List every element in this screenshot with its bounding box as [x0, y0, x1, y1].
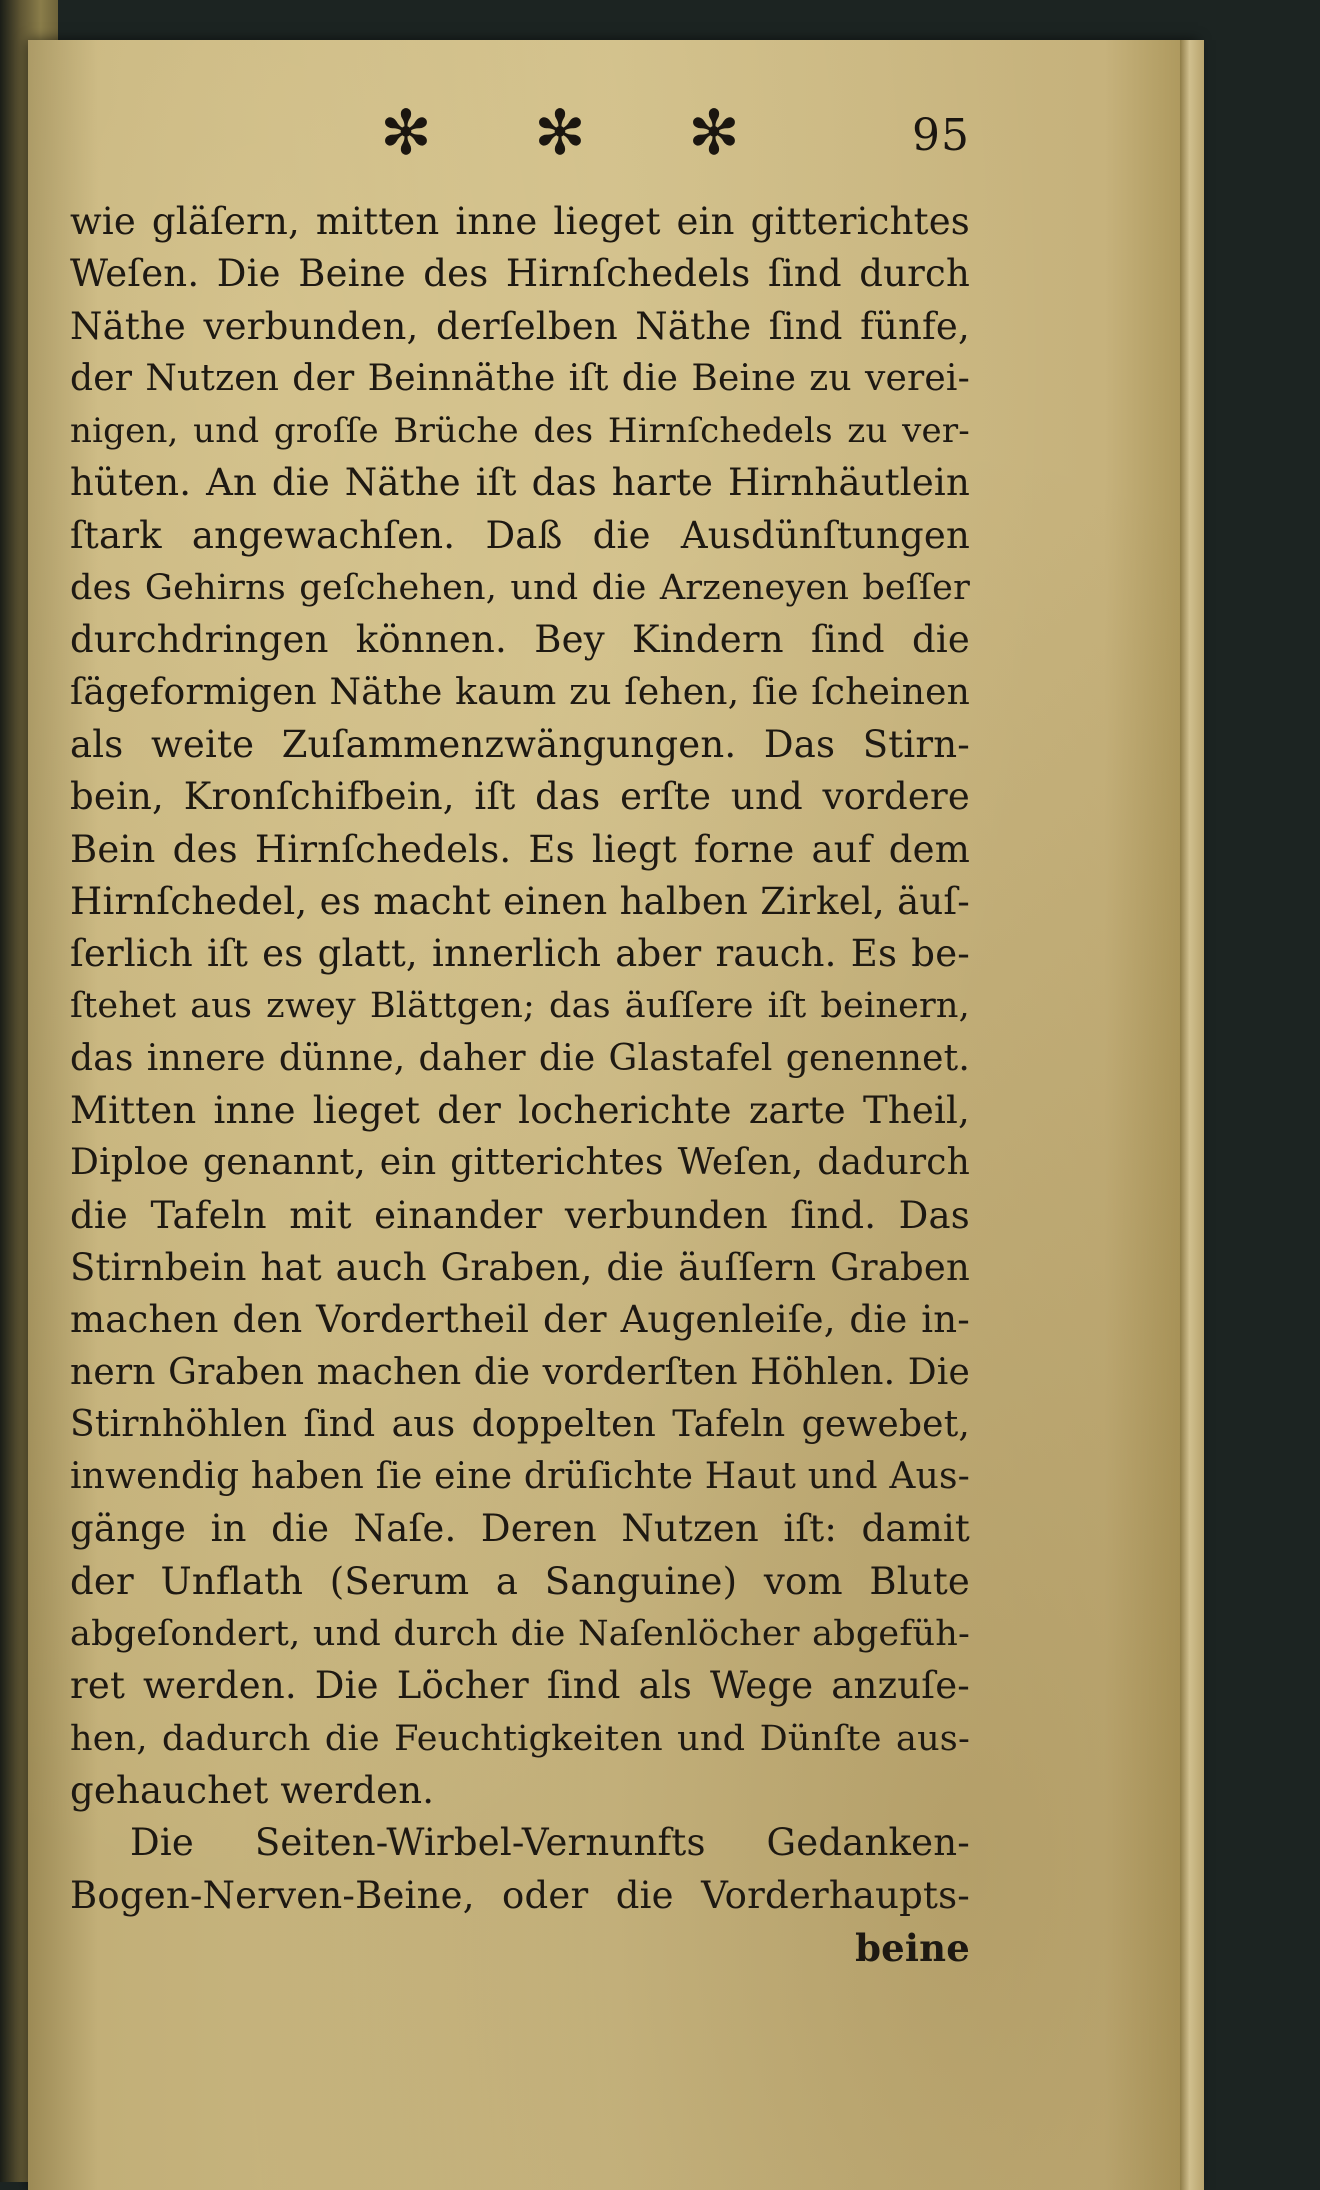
header-ornaments [380, 98, 740, 168]
body-text [70, 196, 970, 1974]
catchword: beine [855, 1925, 970, 1970]
text-line: hüten. An die Näthe iſt das harte Hirnhäutlein [70, 461, 970, 505]
text-line: inwendig haben ſie eine drüſichte Haut und Aus- [70, 1456, 970, 1498]
text-line: Stirnhöhlen ſind aus doppelten Tafeln gewebet, [70, 1403, 970, 1445]
text-line: machen den Vordertheil der Augenleiſe, die in- [70, 1298, 970, 1342]
text-line: das innere dünne, daher die Glastafel genennet. [70, 1037, 970, 1079]
text-line: Bogen-Nerven-Beine, oder die Vorderhaupts- [70, 1873, 970, 1917]
asterism-ornament-1: ✻ [380, 96, 432, 169]
text-line: Weſen. Die Beine des Hirnſchedels ſind durch [70, 252, 970, 296]
text-line: ſtehet aus zwey Blättgen; das äuſſere iſt beinern, [70, 986, 970, 1027]
text-line: Näthe verbunden, derſelben Näthe ſind fünfe, [70, 304, 970, 348]
page-number: 95 [912, 110, 970, 161]
asterism-ornament-2: ✻ [534, 96, 586, 169]
asterism-ornament-3: ✻ [688, 96, 740, 169]
text-line: ſerlich iſt es glatt, innerlich aber rauch. Es be- [70, 932, 970, 976]
text-line: hen, dadurch die Feuchtigkeiten und Dünſte aus- [70, 1718, 970, 1759]
text-line: Mitten inne lieget der locherichte zarte Theil, [70, 1089, 970, 1133]
text-line: nigen, und groſſe Brüche des Hirnſchedels zu ver- [70, 411, 970, 452]
text-line-paragraph-start: Die Seiten-Wirbel-Vernunfts Gedanken- [130, 1821, 970, 1865]
text-line: der Unflath (Serum a Sanguine) vom Blute [70, 1559, 970, 1603]
text-line: als weite Zuſammenzwängungen. Das Stirn- [70, 722, 970, 766]
page-fore-edge [1180, 40, 1204, 2190]
text-line: ſägeformigen Näthe kaum zu ſehen, ſie ſcheinen [70, 671, 970, 713]
text-line: durchdringen können. Bey Kindern ſind die [70, 618, 970, 662]
text-line: die Tafeln mit einander verbunden ſind. Das [70, 1193, 970, 1237]
text-line: Hirnſchedel, es macht einen halben Zirkel, äuſ- [70, 879, 970, 923]
text-line: abgeſondert, und durch die Naſenlöcher abgefüh- [70, 1614, 970, 1655]
text-line: ret werden. Die Löcher ſind als Wege anzuſe- [70, 1664, 970, 1708]
text-line: bein, Kronſchifbein, iſt das erſte und vordere [70, 775, 970, 819]
text-line-paragraph-end: gehauchet werden. [70, 1768, 435, 1812]
text-line: der Nutzen der Beinnäthe iſt die Beine zu verei- [70, 357, 970, 399]
text-line: Bein des Hirnſchedels. Es liegt forne auf dem [70, 827, 970, 871]
text-line: ſtark angewachſen. Daß die Ausdünſtungen [70, 513, 970, 557]
text-line: nern Graben machen die vorderſten Höhlen. Die [70, 1351, 970, 1393]
text-line: Stirnbein hat auch Graben, die äuſſern Graben [70, 1245, 970, 1289]
text-line: des Gehirns geſchehen, und die Arzeneyen beſſer [70, 568, 970, 609]
text-line: Diploe genannt, ein gitterichtes Weſen, dadurch [70, 1142, 970, 1184]
text-line: gänge in die Naſe. Deren Nutzen iſt: damit [70, 1507, 970, 1551]
text-line: wie gläſern, mitten inne lieget ein gitterichtes [70, 200, 970, 243]
